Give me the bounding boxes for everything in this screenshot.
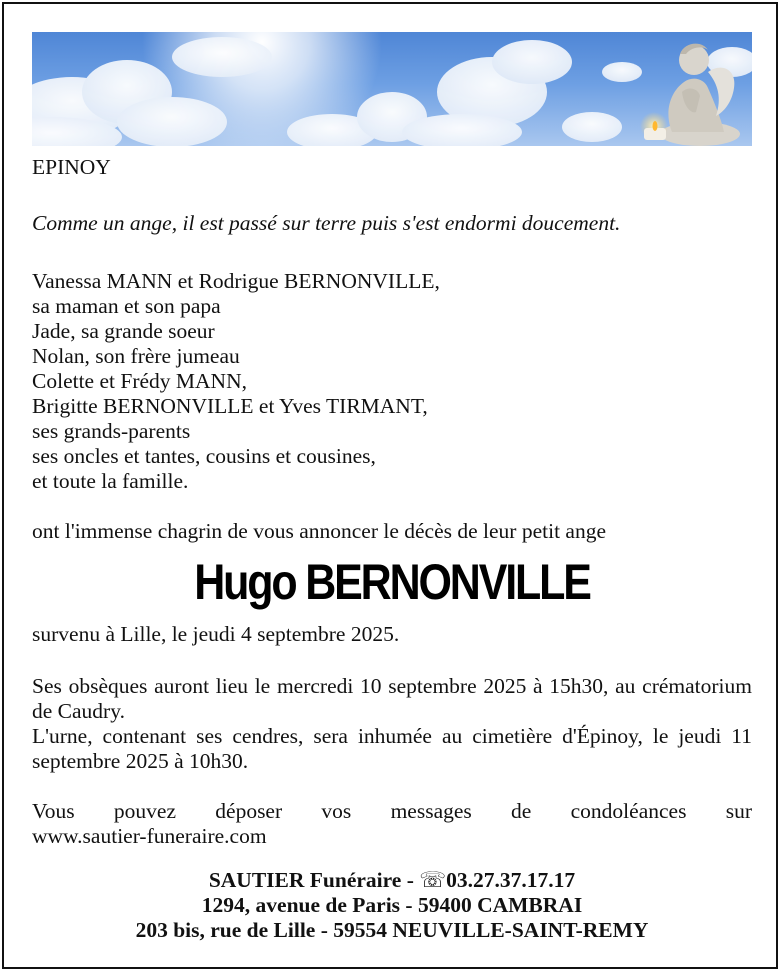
condolences-text: Vous pouvez déposer vos messages de condoléances sur: [32, 799, 752, 823]
funeral-urn: L'urne, contenant ses cendres, sera inhumée au cimetière d'Épinoy, le jeudi 11 septembre 2025 à 10h30.: [32, 724, 752, 773]
condolences-website[interactable]: www.sautier-funeraire.com: [32, 824, 267, 848]
place-name: EPINOY: [32, 155, 111, 179]
deceased-name: Hugo BERNONVILLE: [194, 554, 590, 610]
epitaph: Comme un ange, il est passé sur terre puis s'est endormi doucement.: [32, 211, 621, 235]
footer-address-2: 203 bis, rue de Lille - 59554 NEUVILLE-SAINT-REMY: [135, 918, 649, 942]
funeral-home-footer: [0, 868, 784, 943]
death-info: survenu à Lille, le jeudi 4 septembre 2025.: [32, 622, 400, 646]
footer-company-line: [0, 868, 784, 893]
sky-angel-banner: [32, 32, 752, 146]
family-line: Jade, sa grande soeur: [32, 319, 215, 343]
family-line: Colette et Frédy MANN,: [32, 369, 247, 393]
funeral-ceremony: Ses obsèques auront lieu le mercredi 10 septembre 2025 à 15h30, au crématorium de Caudry.: [32, 674, 752, 723]
company-name: SAUTIER Funéraire -: [208, 868, 420, 892]
family-list: [32, 269, 752, 494]
family-line: ses oncles et tantes, cousins et cousines,: [32, 444, 376, 468]
phone-icon: ☏: [419, 868, 447, 892]
phone-number[interactable]: 03.27.37.17.17: [446, 868, 576, 892]
family-line: sa maman et son papa: [32, 294, 221, 318]
family-line: ses grands-parents: [32, 419, 191, 443]
family-line: et toute la famille.: [32, 469, 189, 493]
family-line: Brigitte BERNONVILLE et Yves TIRMANT,: [32, 394, 428, 418]
banner-illustration: [32, 32, 752, 146]
candle: [640, 112, 668, 140]
family-line: Vanessa MANN et Rodrigue BERNONVILLE,: [32, 269, 440, 293]
footer-address-1: 1294, avenue de Paris - 59400 CAMBRAI: [201, 893, 583, 917]
condolences: [32, 799, 752, 849]
family-line: Nolan, son frère jumeau: [32, 344, 240, 368]
announcement: ont l'immense chagrin de vous annoncer le décès de leur petit ange: [32, 519, 607, 543]
